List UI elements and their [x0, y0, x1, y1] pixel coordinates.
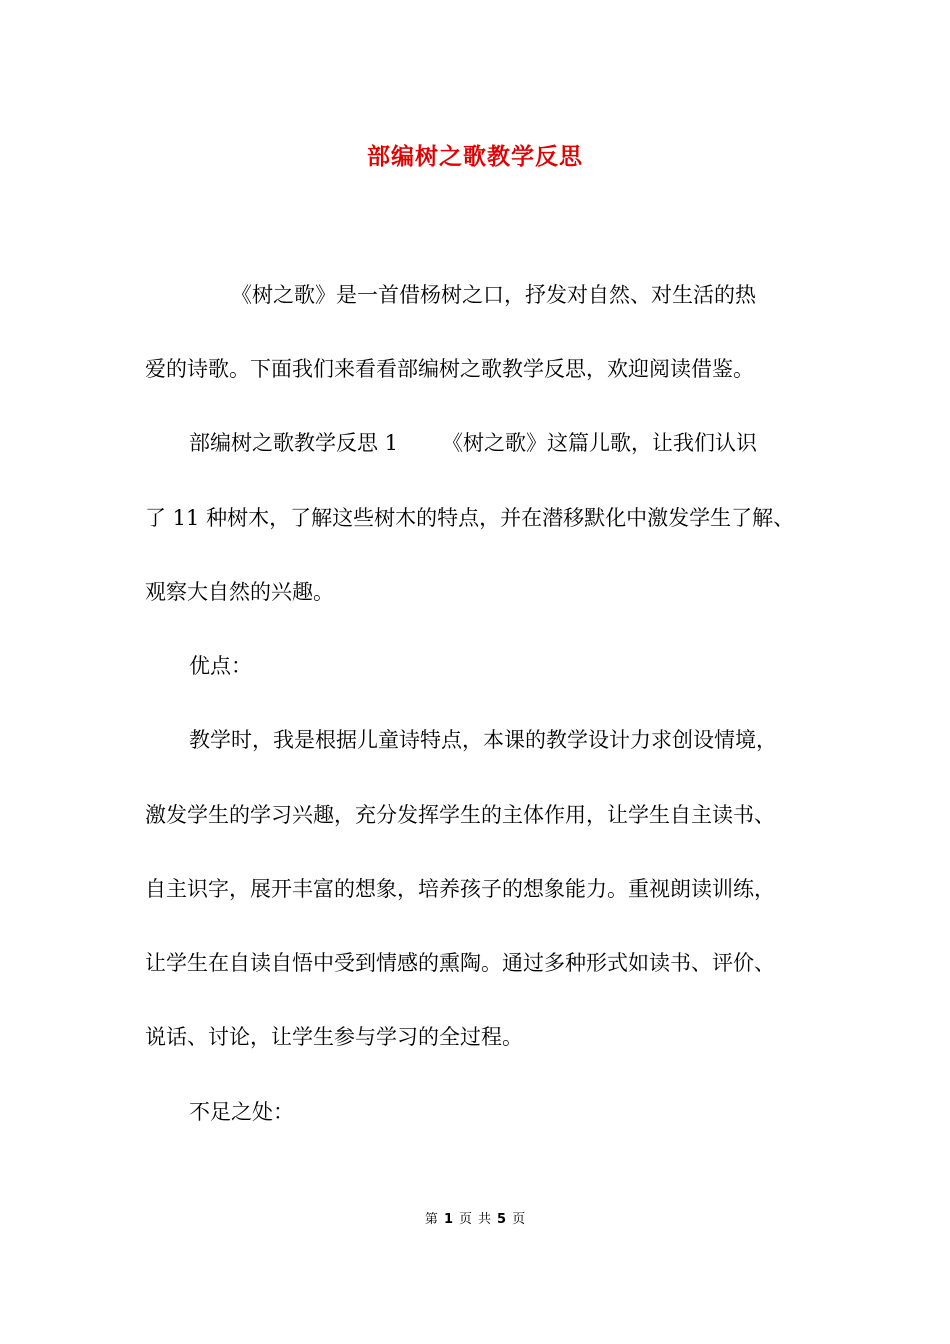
paragraph-line — [145, 503, 835, 533]
footer-total-pages: 5 — [497, 1212, 507, 1227]
line-text: 《树之歌》这篇儿歌，让我们认识 — [442, 431, 758, 455]
paragraph-line — [145, 651, 879, 681]
paragraph-line — [145, 354, 835, 384]
line-text: 教学时，我是根据儿童诗特点，本课的教学设计力求创设情境， — [189, 728, 777, 752]
line-text: 说话、讨论，让学生参与学习的全过程。 — [145, 1025, 523, 1049]
page-footer — [0, 1208, 950, 1227]
paragraph-line — [145, 800, 835, 830]
section-heading: 部编树之歌教学反思 1 — [189, 431, 399, 455]
footer-middle2: 共 — [478, 1212, 492, 1227]
paragraph-line — [145, 1022, 835, 1052]
subheading-advantages: 优点： — [189, 654, 252, 678]
line-text: 爱的诗歌。下面我们来看看部编树之歌教学反思，欢迎阅读借鉴。 — [145, 357, 754, 381]
footer-page-number: 1 — [443, 1212, 453, 1227]
footer-suffix: 页 — [512, 1212, 526, 1227]
footer-prefix: 第 — [424, 1212, 438, 1227]
paragraph-line — [145, 948, 835, 978]
line-text: 激发学生的学习兴趣，充分发挥学生的主体作用，让学生自主读书、 — [145, 803, 775, 827]
paragraph-line — [145, 725, 879, 755]
document-title: 部编树之歌教学反思 — [367, 143, 583, 170]
line-text: 观察大自然的兴趣。 — [145, 580, 334, 604]
line-text: 《树之歌》是一首借杨树之口，抒发对自然、对生活的热 — [231, 283, 756, 307]
line-text: 了 11 种树木，了解这些树木的特点，并在潜移默化中激发学生了解、 — [145, 506, 795, 530]
footer-middle1: 页 — [458, 1212, 472, 1227]
line-text: 自主识字，展开丰富的想象，培养孩子的想象能力。重视朗读训练， — [145, 877, 775, 901]
line-text: 让学生在自读自悟中受到情感的熏陶。通过多种形式如读书、评价、 — [145, 951, 775, 975]
paragraph-line — [145, 874, 835, 904]
paragraph-line — [145, 577, 835, 607]
subheading-shortcomings: 不足之处： — [189, 1100, 294, 1124]
paragraph-line — [145, 280, 921, 310]
paragraph-line — [145, 428, 879, 458]
paragraph-line — [145, 1097, 879, 1127]
